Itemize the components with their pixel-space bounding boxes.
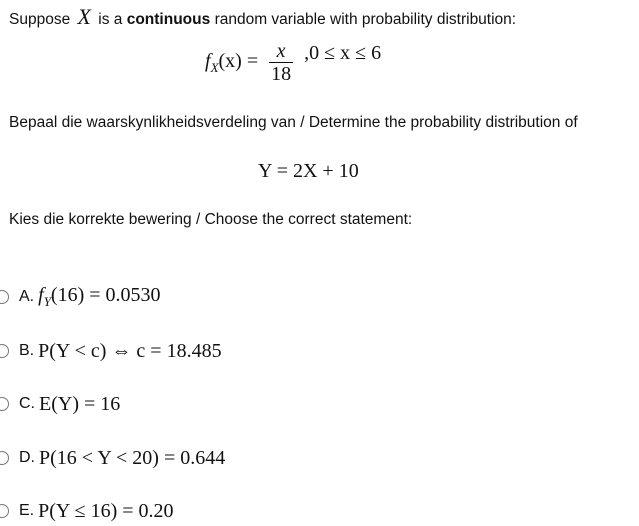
pdf-formula <box>205 40 381 85</box>
transform-formula: Y = 2X + 10 <box>258 160 359 182</box>
option-e-expr: P(Y ≤ 16) = 0.20 <box>38 499 174 522</box>
option-a-expr <box>38 284 160 310</box>
variable-x: X <box>77 4 91 29</box>
pdf-denominator: 18 <box>271 63 292 85</box>
option-d[interactable] <box>0 444 225 472</box>
option-a-sub: Y <box>43 294 51 309</box>
option-c[interactable] <box>0 390 120 418</box>
pdf-arg: (x) = <box>218 50 259 73</box>
question-intro <box>9 4 516 30</box>
option-a-f: f <box>38 284 44 306</box>
option-c-letter: C. <box>19 395 35 412</box>
option-d-expr: P(16 < Y < 20) = 0.644 <box>39 446 226 469</box>
intro-text-a: Suppose <box>9 11 71 28</box>
pdf-fraction <box>269 40 293 85</box>
pdf-range: ,0 ≤ x ≤ 6 <box>304 42 382 65</box>
pdf-numerator: x <box>269 40 293 63</box>
option-a-letter: A. <box>19 288 35 305</box>
option-e-letter: E. <box>19 502 35 519</box>
option-d-letter: D. <box>19 449 35 466</box>
option-c-expr: E(Y) = 16 <box>39 392 121 415</box>
option-b[interactable] <box>0 337 222 365</box>
option-b-expr: P(Y < c) ⇔ c = 18.485 <box>38 339 222 362</box>
option-b-letter: B. <box>19 342 35 359</box>
option-e[interactable] <box>0 497 174 525</box>
option-a-rest: (16) = 0.0530 <box>50 284 161 306</box>
pdf-sub-x: X <box>210 60 219 76</box>
pdf-f: f <box>205 50 211 73</box>
intro-text-c: random variable with probability distribution: <box>214 11 517 28</box>
radio-c[interactable] <box>0 397 9 411</box>
question-line2: Bepaal die waarskynlikheidsverdeling van / Determine the probability distribution of <box>9 114 578 131</box>
intro-bold-continuous: continuous <box>126 11 211 28</box>
intro-text-b: is a <box>98 11 123 28</box>
radio-a[interactable] <box>0 290 9 304</box>
radio-d[interactable] <box>0 451 9 465</box>
radio-b[interactable] <box>0 344 9 358</box>
radio-e[interactable] <box>0 504 9 518</box>
option-a[interactable] <box>0 283 161 311</box>
question-line3: Kies die korrekte bewering / Choose the correct statement: <box>9 211 413 228</box>
